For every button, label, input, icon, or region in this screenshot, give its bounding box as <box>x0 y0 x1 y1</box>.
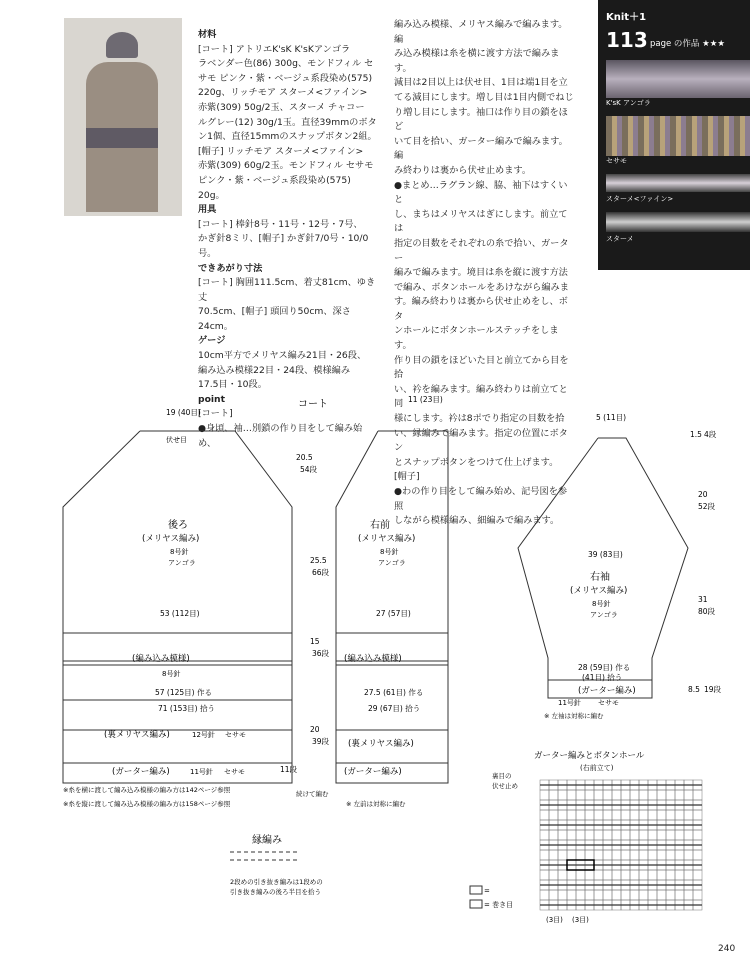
sleeve-needle: 8号針 <box>592 600 611 608</box>
grid-cell <box>693 810 702 820</box>
sleeve-yarn: アンゴラ <box>590 611 618 619</box>
grid-cell <box>639 870 648 880</box>
materials-line: [帽子] リッチモア スターメ<ファイン> <box>198 145 364 157</box>
materials-line: ン1個、直径15mmのスナップボタン2組。 <box>198 131 377 143</box>
front-reverse: (裏メリヤス編み) <box>348 739 414 749</box>
grid-top-label-2: 伏せ止め <box>492 782 518 790</box>
grid-cell <box>558 890 567 900</box>
dim-sleeve-1: 1.5 <box>690 430 702 439</box>
grid-cell <box>567 890 576 900</box>
grid-cell <box>576 890 585 900</box>
edge-title: 縁編み <box>252 835 282 846</box>
materials-line: ルグレー(12) 30g/1玉。直径39mmのボタ <box>198 116 377 128</box>
grid-cell <box>594 890 603 900</box>
back-piece <box>63 431 292 783</box>
grid-cell <box>657 850 666 860</box>
grid-cell <box>648 830 657 840</box>
grid-cell <box>657 870 666 880</box>
grid-cell <box>675 890 684 900</box>
tools-line: かぎ針8ミリ、[帽子] かぎ針7/0号・10/0号。 <box>198 233 369 259</box>
grid-cell <box>594 810 603 820</box>
dim-sleeve-3: 20 <box>698 490 708 499</box>
front-pattern: (編み込み模様) <box>344 654 402 664</box>
grid-cell <box>657 810 666 820</box>
grid-cell <box>630 830 639 840</box>
sleeve-top-dim: 5 (11目) <box>596 413 627 422</box>
dim-sleeve-7: 8.5 <box>688 685 700 694</box>
grid-cell <box>585 810 594 820</box>
product-photo <box>64 18 182 216</box>
grid-cell <box>666 790 675 800</box>
front-sub: (メリヤス編み) <box>358 534 416 544</box>
back-garter: (ガーター編み) <box>112 767 170 777</box>
grid-cell <box>594 790 603 800</box>
grid-bottom-left: (3目) <box>546 916 563 924</box>
sleeve-note: ※ 左袖は対称に編む <box>544 712 604 720</box>
grid-cell <box>567 830 576 840</box>
instructions-line: り増し目にします。袖口は作り目の鎖をほど <box>394 106 568 133</box>
grid-cell <box>549 790 558 800</box>
grid-cell <box>648 870 657 880</box>
grid-cell <box>648 850 657 860</box>
sleeve-garter-yarn: セサモ <box>598 699 619 707</box>
grid-cell <box>666 830 675 840</box>
back-pattern-needle: 8号針 <box>162 670 181 678</box>
sleeve-pick: (41目) 拾う <box>582 673 623 682</box>
dim-sleeve-8: 19段 <box>704 685 722 694</box>
back-pick: 71 (153目) 拾う <box>158 704 215 713</box>
back-reverse-yarn: セサモ <box>225 731 246 739</box>
back-sub: (メリヤス編み) <box>142 534 200 544</box>
instructions-line: 指定の目数をそれぞれの糸で拾い、ガーター <box>394 237 569 264</box>
back-garter-yarn: セサモ <box>224 768 245 776</box>
grid-cell <box>684 830 693 840</box>
back-width: 53 (112目) <box>160 609 200 618</box>
page-number: 240 <box>718 944 736 954</box>
pattern-diagram <box>0 380 750 964</box>
grid-cell <box>657 830 666 840</box>
grid-cell <box>585 790 594 800</box>
front-needle: 8号針 <box>380 548 399 556</box>
grid-cell <box>648 790 657 800</box>
back-reverse: (裏メリヤス編み) <box>104 730 170 740</box>
grid-cell <box>576 790 585 800</box>
front-width2: 27.5 (61目) 作る <box>364 688 424 697</box>
grid-cell <box>549 850 558 860</box>
grid-cell <box>540 790 549 800</box>
grid-cell <box>639 890 648 900</box>
grid-cell <box>567 870 576 880</box>
sleeve-piece <box>518 438 688 698</box>
grid-cell <box>639 850 648 860</box>
work-number: 113 <box>606 28 648 52</box>
instructions-line: ンホールにボタンホールステッチをします。 <box>394 325 559 352</box>
grid-cell <box>585 830 594 840</box>
grid-cell <box>612 890 621 900</box>
grid-cell <box>630 890 639 900</box>
back-reverse-needle: 12号針 <box>192 731 215 739</box>
grid-cell <box>585 890 594 900</box>
grid-cell <box>540 870 549 880</box>
materials-line: [コート] アトリエK'sK K'sKアンゴラ <box>198 43 351 55</box>
grid-cell <box>558 790 567 800</box>
grid-cell <box>621 790 630 800</box>
grid-cell <box>603 790 612 800</box>
tools-line: [コート] 棒針8号・11号・12号・7号、 <box>198 218 363 230</box>
note-1: ※糸を横に渡して編み込み模様の編み方は142ページ参照 <box>63 786 231 794</box>
yarn-sample-sesamo <box>606 116 750 156</box>
grid-cell <box>684 870 693 880</box>
instructions-line: し、まちはメリヤスはぎにします。前立ては <box>394 208 568 235</box>
grid-cell <box>540 830 549 840</box>
grid-cell <box>621 830 630 840</box>
grid-cell <box>621 850 630 860</box>
materials-line: ラベンダー色(86) 300g、モンドフィル セ <box>198 58 374 70</box>
grid-cell <box>684 790 693 800</box>
point-line: [コート] <box>198 408 233 420</box>
grid-cell <box>621 870 630 880</box>
garter-grid <box>540 780 702 910</box>
instructions-line: す。編み終わりは裏から伏せ止めをし、ボタ <box>394 296 568 322</box>
back-top-dim: 19 (40目) <box>166 408 201 417</box>
grid-title: ガーター編みとボタンホール <box>534 751 645 761</box>
sleeve-label: 右袖 <box>590 572 610 583</box>
tools-heading: 用具 <box>198 204 217 216</box>
instructions-line: で編み、ボタンホールをあけながら編みま <box>394 281 569 293</box>
dim-sleeve-5: 31 <box>698 595 708 604</box>
grid-cell <box>684 810 693 820</box>
gauge-line: 17.5目・10段。 <box>198 379 267 391</box>
instructions-line: 編み込み模様、メリヤス編みで編みます。編 <box>394 19 568 45</box>
size-line: [コート] 胸囲111.5cm、着丈81cm、ゆき丈 <box>198 277 376 303</box>
instructions-line: ●まとめ…ラグラン線、脇、袖下はすくいと <box>394 179 568 206</box>
grid-cell <box>693 790 702 800</box>
dim-sleeve-2: 4段 <box>704 430 717 439</box>
grid-cell <box>684 890 693 900</box>
point-heading: point <box>198 393 225 405</box>
instructions-line: 様にします。衿は8ポでり指定の目数を拾 <box>394 413 565 425</box>
instructions-line: ●わの作り目をして編み始め、記号図を参照 <box>394 486 568 512</box>
grid-cell <box>666 890 675 900</box>
grid-cell <box>603 830 612 840</box>
instructions-line: とスナップボタンをつけて仕上げます。 <box>394 456 559 468</box>
instructions-line: み終わりは裏から伏せ止めます。 <box>394 164 532 176</box>
grid-cell <box>693 850 702 860</box>
instructions-line: てる減目にします。増し目は1目内側でねじ <box>394 91 574 103</box>
grid-cell <box>693 890 702 900</box>
grid-cell <box>630 870 639 880</box>
back-pattern: (編み込み模様) <box>132 654 190 664</box>
grid-cell <box>666 810 675 820</box>
yarn-label-starme-fine: スターメ<ファイン> <box>606 195 674 203</box>
yarn-panel <box>598 0 750 270</box>
gauge-line: 10cm平方でメリヤス編み21目・26段、 <box>198 350 367 362</box>
dim-back-9: 11段 <box>280 765 298 774</box>
dim-back-8: 39段 <box>312 737 330 746</box>
note-2: ※糸を縦に渡して編み込み模様の編み方は158ページ参照 <box>63 800 231 808</box>
grid-top-label-1: 裏目の <box>492 772 512 780</box>
grid-cell <box>612 850 621 860</box>
dim-back-6: 36段 <box>312 649 330 658</box>
dim-back-5: 15 <box>310 637 320 646</box>
front-pick: 29 (67目) 拾う <box>368 704 421 713</box>
grid-cell <box>576 870 585 880</box>
instructions-line: 作り目の鎖をほどいた目と前立てから目を拾 <box>394 354 569 381</box>
instructions-line: み込み模様は糸を横に渡す方法で編みます。 <box>394 48 560 74</box>
dim-back-7: 20 <box>310 725 320 734</box>
dim-back-1: 20.5 <box>296 453 313 462</box>
grid-cell <box>621 890 630 900</box>
grid-cell <box>612 830 621 840</box>
grid-cell <box>657 890 666 900</box>
grid-cell <box>675 850 684 860</box>
sleeve-width: 39 (83目) <box>588 550 623 559</box>
front-piece <box>336 431 448 783</box>
gauge-heading: ゲージ <box>198 335 226 347</box>
grid-cell <box>567 810 576 820</box>
grid-cell <box>540 810 549 820</box>
instructions-line: しながら模様編み、細編みで編みます。 <box>394 515 560 527</box>
grid-cell <box>585 850 594 860</box>
materials-line: サモ ピンク・紫・ベージュ系段染め(575) <box>198 72 373 84</box>
front-yarn: アンゴラ <box>378 559 406 567</box>
back-yarn: アンゴラ <box>168 559 196 567</box>
series-label: Knit＋1 <box>606 12 647 23</box>
legend-symbol-2 <box>470 900 482 908</box>
grid-cell <box>639 790 648 800</box>
dim-back-4: 66段 <box>312 568 330 577</box>
back-garter-needle: 11号針 <box>190 768 213 776</box>
instructions-line: い、衿を編みます。編み終わりは前立てと同 <box>394 383 568 410</box>
yarn-label-angora: K'sK アンゴラ <box>606 99 651 107</box>
dim-back-3: 25.5 <box>310 556 327 565</box>
grid-cell <box>558 810 567 820</box>
grid-cell <box>675 810 684 820</box>
instructions-line: 減目は2目以上は伏せ目、1目は端1目を立 <box>394 77 568 89</box>
legend-2: = 巻き目 <box>484 901 514 909</box>
materials-line: 赤紫(309) 60g/2玉。モンドフィル セサモ <box>198 160 374 172</box>
grid-cell <box>675 830 684 840</box>
grid-cell <box>558 870 567 880</box>
grid-cell <box>576 850 585 860</box>
front-label: 右前 <box>370 520 390 531</box>
point-line: ●身頃、袖…別鎖の作り目をして編み始め、 <box>198 423 363 449</box>
grid-cell <box>612 790 621 800</box>
instructions-line: い、縁編みで編みます。指定の位置にボタン <box>394 427 568 454</box>
sleeve-garter: (ガーター編み) <box>578 686 636 696</box>
grid-cell <box>540 890 549 900</box>
size-line: 70.5cm、[帽子] 頭回り50cm、深さ24cm。 <box>198 306 351 332</box>
sleeve-cuff: 28 (59目) 作る <box>578 663 631 672</box>
grid-cell <box>693 870 702 880</box>
grid-cell <box>630 810 639 820</box>
grid-cell <box>639 810 648 820</box>
grid-cell <box>567 790 576 800</box>
front-garter: (ガーター編み) <box>344 767 402 777</box>
grid-cell <box>594 850 603 860</box>
grid-cell <box>684 850 693 860</box>
materials-heading: 材料 <box>198 29 217 40</box>
dim-back-2: 54段 <box>300 465 318 474</box>
grid-cell <box>621 810 630 820</box>
grid-cell <box>549 810 558 820</box>
back-label: 後ろ <box>168 520 188 531</box>
grid-cell <box>594 830 603 840</box>
grid-cell <box>567 850 576 860</box>
coat-yoke <box>86 128 158 148</box>
grid-cell <box>594 870 603 880</box>
grid-cell <box>558 850 567 860</box>
grid-cell <box>612 870 621 880</box>
grid-cell <box>612 810 621 820</box>
edge-chart <box>230 852 300 860</box>
grid-cell <box>648 810 657 820</box>
sleeve-garter-needle: 11号針 <box>558 699 581 707</box>
grid-cell <box>549 890 558 900</box>
diagram-title: コート <box>298 399 328 410</box>
grid-cell <box>693 830 702 840</box>
sleeve-sub: (メリヤス編み) <box>570 586 628 596</box>
legend-symbol-1 <box>470 886 482 894</box>
legend-1: = <box>484 887 490 895</box>
back-width2: 57 (125目) 作る <box>155 688 212 697</box>
grid-cell <box>675 790 684 800</box>
grid-cell <box>657 790 666 800</box>
dim-sleeve-6: 80段 <box>698 607 716 616</box>
grid-cell <box>585 870 594 880</box>
back-needle: 8号針 <box>170 548 189 556</box>
grid-cell <box>576 810 585 820</box>
dim-sleeve-4: 52段 <box>698 502 716 511</box>
instructions-line: [帽子] <box>394 471 420 483</box>
yarn-label-starme: スターメ <box>606 235 634 243</box>
hat-figure <box>106 32 138 58</box>
gauge-line: 編み込み模様22目・24段、模様編み <box>198 364 351 376</box>
grid-subtitle: (右前立て) <box>580 764 614 772</box>
edge-note-2: 引き抜き編みの後ろ半目を拾う <box>230 888 321 896</box>
instructions-line: いて目を拾い、ガーター編みで編みます。編 <box>394 135 568 162</box>
grid-cell <box>603 890 612 900</box>
grid-cell <box>630 850 639 860</box>
yarn-label-sesamo: セサモ <box>606 157 627 165</box>
grid-cell <box>630 790 639 800</box>
yarn-sample-angora <box>606 60 750 98</box>
front-width: 27 (57目) <box>376 609 411 618</box>
grid-cell <box>558 830 567 840</box>
materials-line: 220g、リッチモア スターメ<ファイン> <box>198 87 368 99</box>
grid-cell <box>648 890 657 900</box>
left-note: ※ 左前は対称に編む <box>346 800 406 808</box>
page-label: page の作品 ★★★ <box>650 39 725 49</box>
sleeve-dimensions <box>688 429 722 694</box>
continue-note: 続けて編む <box>296 790 329 798</box>
yarn-sample-starme-fine <box>606 174 750 192</box>
edge-note-1: 2段めの引き抜き編みは1段めの <box>230 878 323 886</box>
materials-line: ピンク・紫・ベージュ系段染め(575) 20g。 <box>198 174 351 201</box>
grid-cell <box>639 830 648 840</box>
grid-cell <box>603 810 612 820</box>
grid-cell <box>666 870 675 880</box>
front-top-dim: 11 (23目) <box>408 395 443 404</box>
size-heading: できあがり寸法 <box>198 262 263 274</box>
grid-cell <box>576 830 585 840</box>
instructions-line: 編みで編みます。境目は糸を縦に渡す方法 <box>394 267 568 279</box>
grid-cell <box>549 830 558 840</box>
grid-cell <box>549 870 558 880</box>
back-bindoff: 伏せ目 <box>166 436 187 444</box>
grid-cell <box>603 850 612 860</box>
materials-line: 赤紫(309) 50g/2玉、スターメ チャコー <box>198 101 365 113</box>
grid-cell <box>675 870 684 880</box>
grid-bottom-right: (3目) <box>572 916 589 924</box>
yarn-sample-starme <box>606 212 750 232</box>
grid-cell <box>666 850 675 860</box>
grid-cell <box>603 870 612 880</box>
grid-cell <box>540 850 549 860</box>
